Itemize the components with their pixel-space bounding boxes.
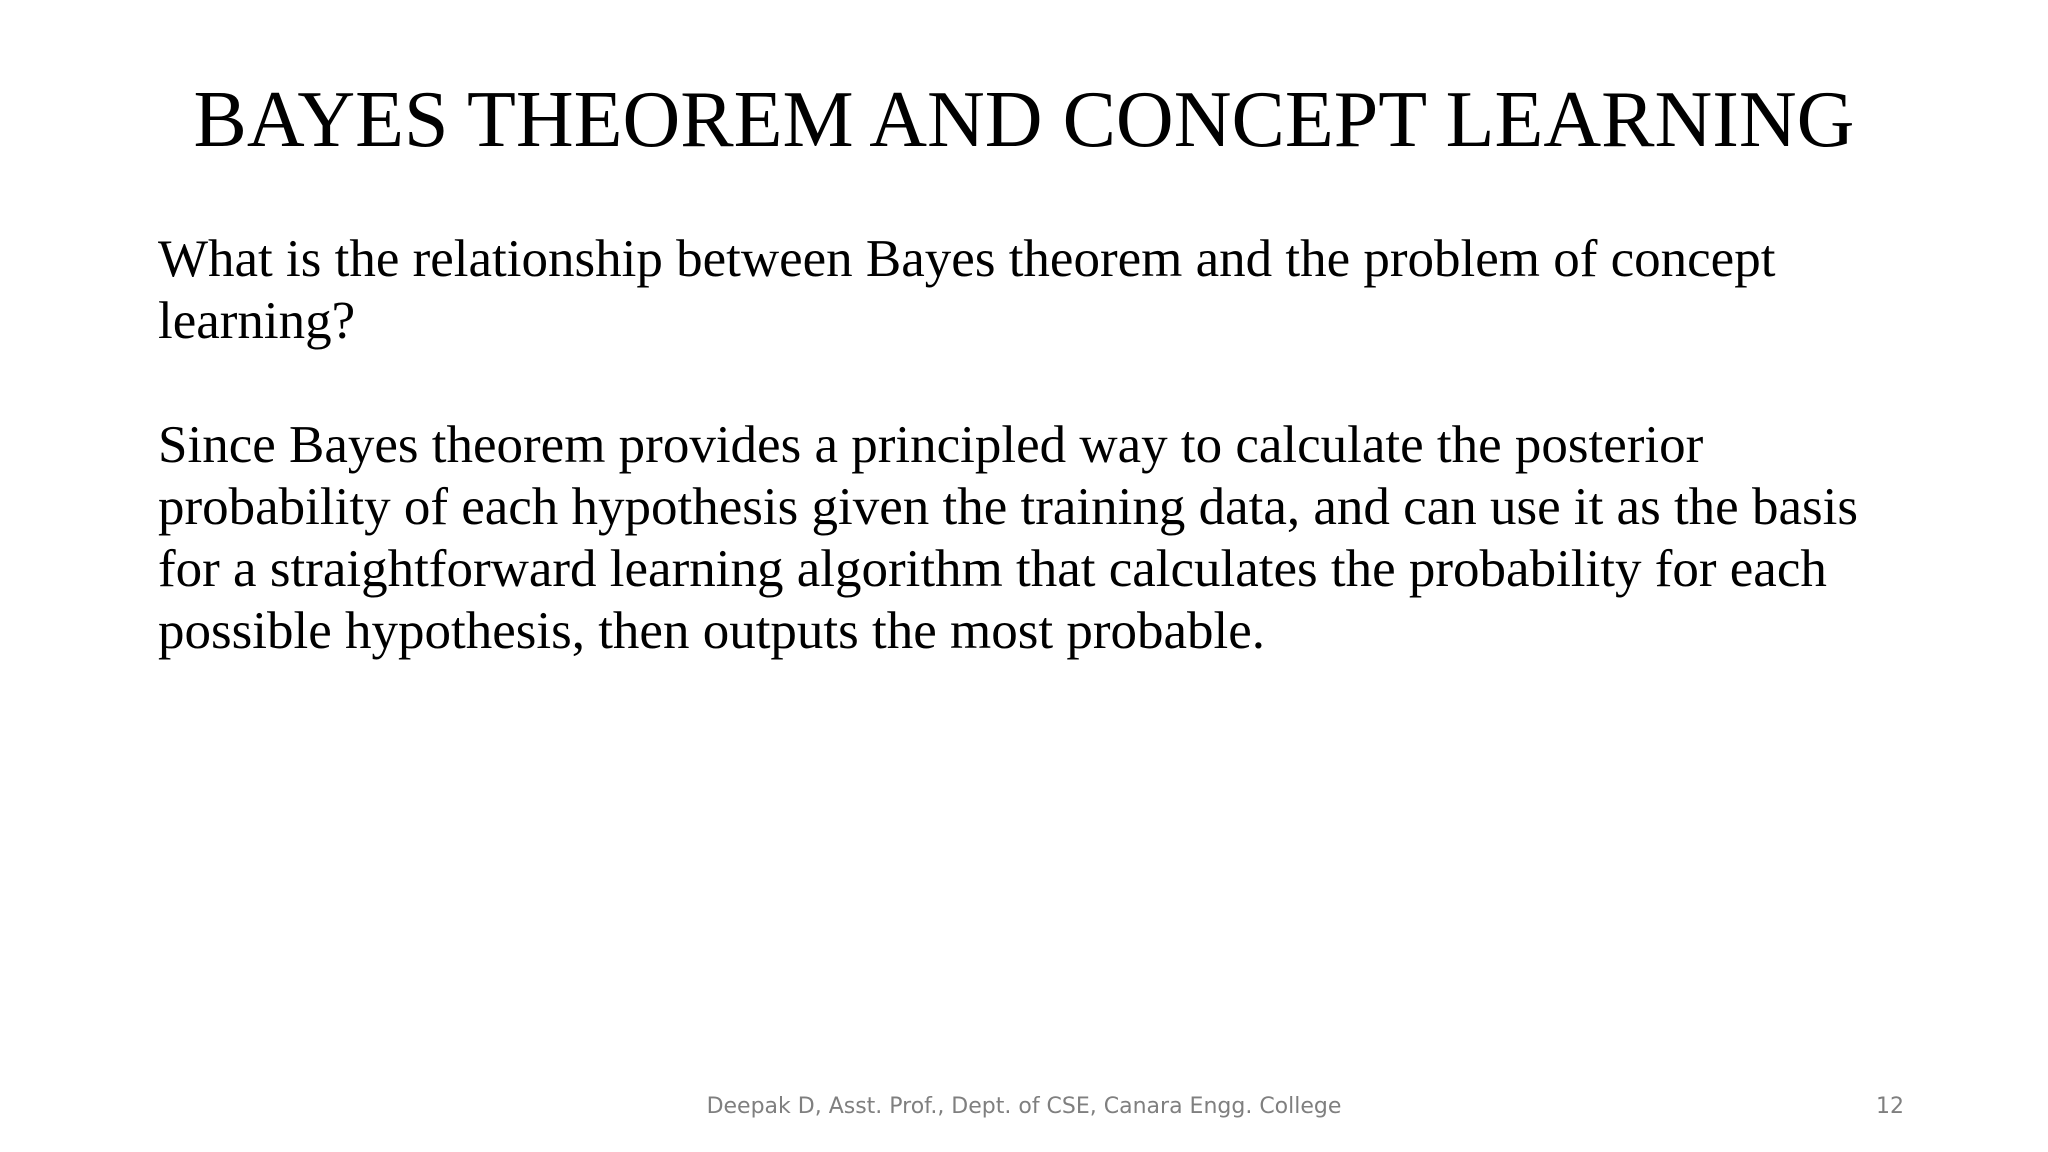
answer-paragraph: Since Bayes theorem provides a principled way to calculate the posterior probability of each hypothesis given the training data, and can use it as the basis for a straightforward learning algorithm that calculates the probability for each possible hypothesis, then outputs the most probable. bbox=[158, 416, 1858, 660]
slide-number: 12 bbox=[1876, 1094, 1904, 1119]
question-paragraph: What is the relationship between Bayes theorem and the problem of concept learning? bbox=[158, 230, 1776, 350]
slide-body bbox=[158, 228, 1918, 662]
slide-footer: Deepak D, Asst. Prof., Dept. of CSE, Canara Engg. College bbox=[706, 1094, 1342, 1119]
slide-title: BAYES THEOREM AND CONCEPT LEARNING bbox=[193, 76, 1855, 164]
